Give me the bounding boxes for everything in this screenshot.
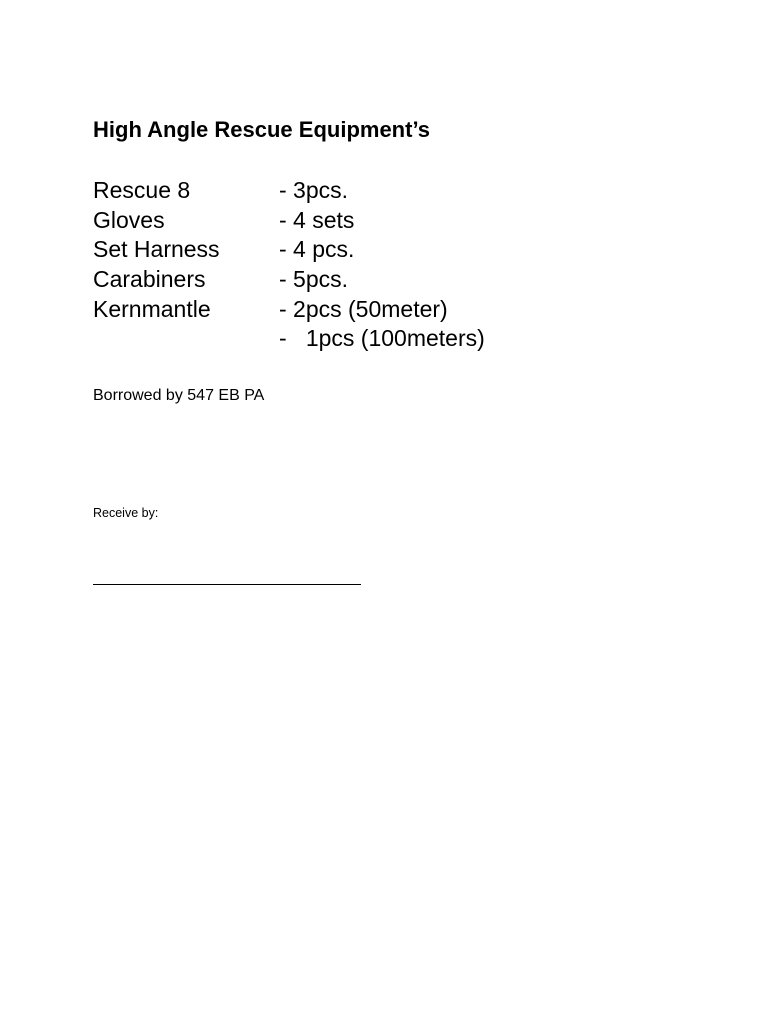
item-quantity: - 2pcs (50meter) <box>279 295 448 322</box>
list-item <box>93 235 593 265</box>
item-name: Kernmantle <box>93 295 211 322</box>
list-item <box>93 265 593 295</box>
list-item <box>93 295 593 325</box>
document-title: High Angle Rescue Equipment’s <box>93 117 430 142</box>
item-name: Set Harness <box>93 236 220 263</box>
item-quantity: - 4 pcs. <box>279 236 355 263</box>
list-item <box>93 324 593 354</box>
item-quantity: - 1pcs (100meters) <box>279 325 485 352</box>
equipment-list <box>93 176 593 354</box>
item-name: Carabiners <box>93 266 206 293</box>
item-quantity: - 4 sets <box>279 206 355 233</box>
item-name: Gloves <box>93 206 165 233</box>
item-quantity: - 3pcs. <box>279 177 349 203</box>
list-item <box>93 206 593 236</box>
list-item <box>93 176 593 206</box>
signature-line <box>93 584 361 585</box>
item-name: Rescue 8 <box>93 177 191 203</box>
borrowed-by-note: Borrowed by 547 EB PA <box>93 387 265 404</box>
item-quantity: - 5pcs. <box>279 266 349 293</box>
receive-by-label: Receive by: <box>93 506 159 520</box>
